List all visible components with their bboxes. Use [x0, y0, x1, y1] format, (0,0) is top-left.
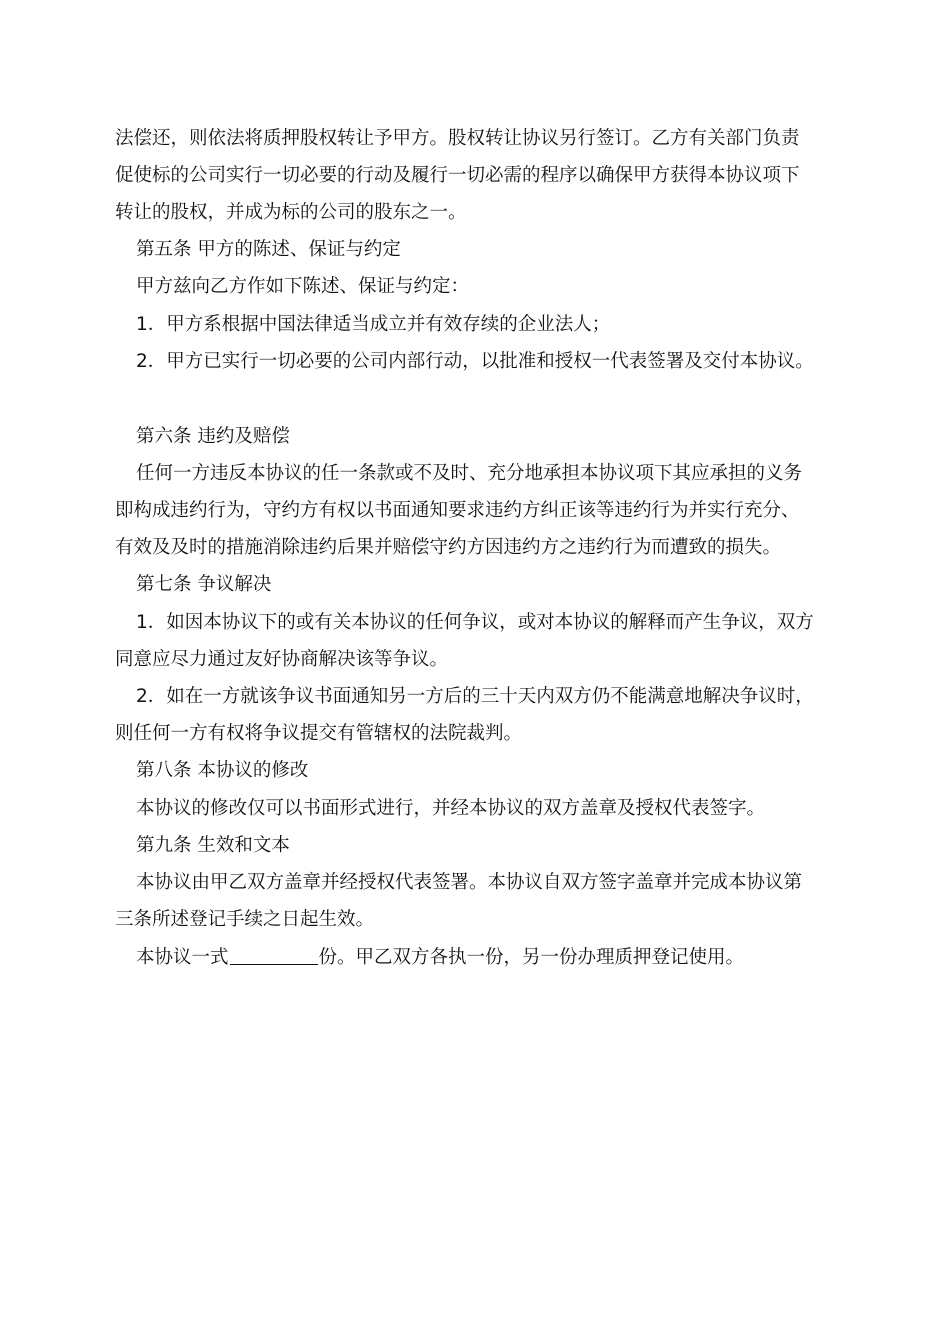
copies-blank	[230, 946, 318, 965]
copies-suffix: 份。甲乙双方各执一份，另一份办理质押登记使用。	[318, 947, 745, 968]
article-heading: 第九条 生效和文本	[136, 835, 290, 856]
text-line: 即构成违约行为，守约方有权以书面通知要求违约方纠正该等违约行为并实行充分、	[115, 500, 800, 521]
text-line: 转让的股权，并成为标的公司的股东之一。	[115, 202, 467, 223]
text-line: 甲方兹向乙方作如下陈述、保证与约定：	[136, 276, 470, 297]
list-item: 1．如因本协议下的或有关本协议的任何争议，或对本协议的解释而产生争议，双方	[136, 612, 814, 633]
article-heading: 第七条 争议解决	[136, 574, 272, 595]
article-heading: 第五条 甲方的陈述、保证与约定	[136, 239, 401, 260]
text-line: 促使标的公司实行一切必要的行动及履行一切必需的程序以确保甲方获得本协议项下	[115, 165, 800, 186]
text-line: 本协议的修改仅可以书面形式进行，并经本协议的双方盖章及授权代表签字。	[136, 798, 766, 819]
article-heading: 第八条 本协议的修改	[136, 760, 309, 781]
list-item: 1．甲方系根据中国法律适当成立并有效存续的企业法人；	[136, 314, 611, 335]
copies-prefix: 本协议一式	[136, 947, 229, 968]
list-item: 2．甲方已实行一切必要的公司内部行动，以批准和授权一代表签署及交付本协议。	[136, 351, 814, 372]
text-line: 同意应尽力通过友好协商解决该等争议。	[115, 649, 449, 670]
text-line: 有效及及时的措施消除违约后果并赔偿守约方因违约方之违约行为而遭致的损失。	[115, 537, 782, 558]
copies-line	[136, 946, 840, 970]
text-line: 三条所述登记手续之日起生效。	[115, 909, 375, 930]
text-line: 法偿还，则依法将质押股权转让予甲方。股权转让协议另行签订。乙方有关部门负责	[115, 128, 800, 149]
article-heading: 第六条 违约及赔偿	[136, 426, 290, 447]
list-item: 2．如在一方就该争议书面通知另一方后的三十天内双方仍不能满意地解决争议时，	[136, 686, 814, 707]
text-line: 则任何一方有权将争议提交有管辖权的法院裁判。	[115, 723, 523, 744]
text-line: 任何一方违反本协议的任一条款或不及时、充分地承担本协议项下其应承担的义务	[136, 463, 803, 484]
text-line: 本协议由甲乙双方盖章并经授权代表签署。本协议自双方签字盖章并完成本协议第	[136, 872, 803, 893]
